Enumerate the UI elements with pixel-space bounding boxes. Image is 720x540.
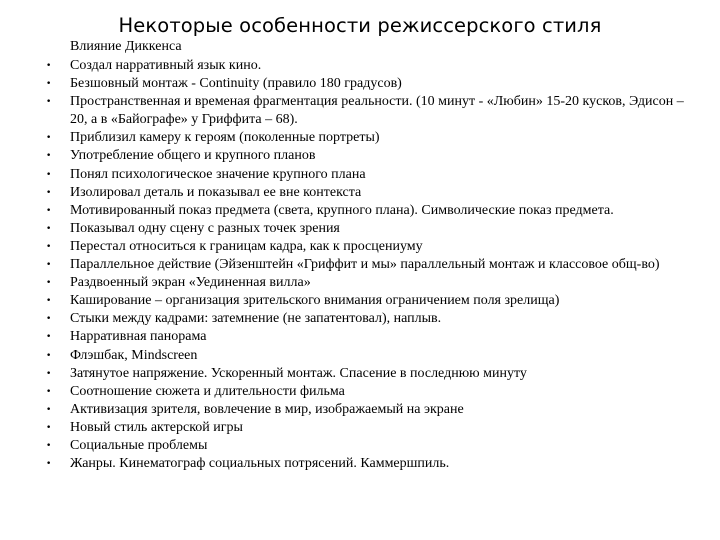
list-item-text: Понял психологическое значение крупного плана — [70, 166, 366, 182]
list-item-text: Изолировал деталь и показывал ее вне контекста — [70, 184, 362, 200]
list-item — [0, 419, 720, 437]
bullet-icon: • — [46, 386, 52, 397]
bullet-icon: • — [46, 260, 52, 271]
list-item — [0, 365, 720, 383]
list-item — [0, 401, 720, 419]
bullet-icon: • — [46, 97, 52, 108]
list-item — [0, 455, 720, 473]
list-item — [0, 57, 720, 75]
list-item-text: Безшовный монтаж - Continuity (правило 180 градусов) — [70, 76, 402, 92]
bullet-icon: • — [46, 241, 52, 252]
bullet-icon: • — [46, 151, 52, 162]
list-item — [0, 328, 720, 346]
list-item-text: Стыки между кадрами: затемнение (не запатентовал), наплыв. — [70, 311, 442, 327]
list-item-text: Флэшбак, Mindscreen — [70, 347, 198, 363]
bullet-icon: • — [46, 133, 52, 144]
list-item-text: Приблизил камеру к героям (поколенные портреты) — [70, 130, 380, 146]
list-item-text: Социальные проблемы — [70, 437, 208, 453]
list-item-text: Новый стиль актерской игры — [70, 419, 243, 435]
bullet-icon: • — [46, 169, 52, 180]
list-item-text: Мотивированный показ предмета (света, крупного плана). Символические показ предмета. — [70, 202, 614, 218]
slide-subtitle: Влияние Диккенса — [70, 39, 182, 54]
list-item-text: Пространственная и временая фрагментация реальности. (10 минут - «Любин» 15-20 кусков, Эдисон – 20, а в «Байографе» у Гриффита – 68). — [70, 94, 684, 128]
list-item-text: Параллельное действие (Эйзенштейн «Гриффит и мы» параллельный монтаж и классовое общ-во) — [70, 257, 660, 273]
bullet-icon: • — [46, 278, 52, 289]
bullet-icon: • — [46, 223, 52, 234]
bullet-icon: • — [46, 79, 52, 90]
list-item-text: Показывал одну сцену с разных точек зрения — [70, 220, 340, 236]
list-item-text: Соотношение сюжета и длительности фильма — [70, 383, 345, 399]
list-item-text: Активизация зрителя, вовлечение в мир, изображаемый на экране — [70, 401, 464, 417]
bullet-icon: • — [46, 422, 52, 433]
list-item — [0, 347, 720, 365]
bullet-icon: • — [46, 296, 52, 307]
list-item — [0, 274, 720, 292]
list-item — [0, 437, 720, 455]
bullet-icon: • — [46, 404, 52, 415]
bullet-icon: • — [46, 459, 52, 470]
list-item-text: Употребление общего и крупного планов — [70, 148, 316, 164]
list-item — [0, 383, 720, 401]
list-item-text: Создал нарративный язык кино. — [70, 58, 262, 73]
list-item — [0, 292, 720, 310]
list-item-text: Жанры. Кинематограф социальных потрясений. Каммершпиль. — [70, 456, 450, 472]
list-item-text: Затянутое напряжение. Ускоренный монтаж. Спасение в последнюю минуту — [70, 365, 527, 381]
bullet-icon: • — [46, 440, 52, 451]
list-item — [0, 238, 720, 256]
bullet-list — [0, 57, 720, 473]
list-item-text: Раздвоенный экран «Уединенная вилла» — [70, 275, 311, 291]
list-item-text: Нарративная панорама — [70, 329, 207, 345]
list-item — [0, 256, 720, 274]
bullet-icon: • — [46, 368, 52, 379]
list-item — [0, 220, 720, 238]
bullet-icon: • — [46, 187, 52, 198]
bullet-icon: • — [46, 332, 52, 343]
bullet-icon: • — [46, 314, 52, 325]
list-item-text: Каширование – организация зрительского внимания ограничением поля зрелища) — [70, 293, 560, 309]
bullet-icon: • — [46, 350, 52, 361]
slide-title: Некоторые особенности режиссерского стиля — [118, 14, 602, 37]
list-item — [0, 75, 720, 93]
bullet-icon: • — [46, 61, 52, 71]
list-item — [0, 129, 720, 147]
list-item — [0, 166, 720, 184]
bullet-icon: • — [46, 205, 52, 216]
list-item — [0, 147, 720, 165]
list-item-text: Перестал относиться к границам кадра, как к просцениуму — [70, 238, 423, 254]
list-item — [0, 184, 720, 202]
list-item — [0, 93, 720, 129]
list-item — [0, 202, 720, 220]
list-item — [0, 310, 720, 328]
